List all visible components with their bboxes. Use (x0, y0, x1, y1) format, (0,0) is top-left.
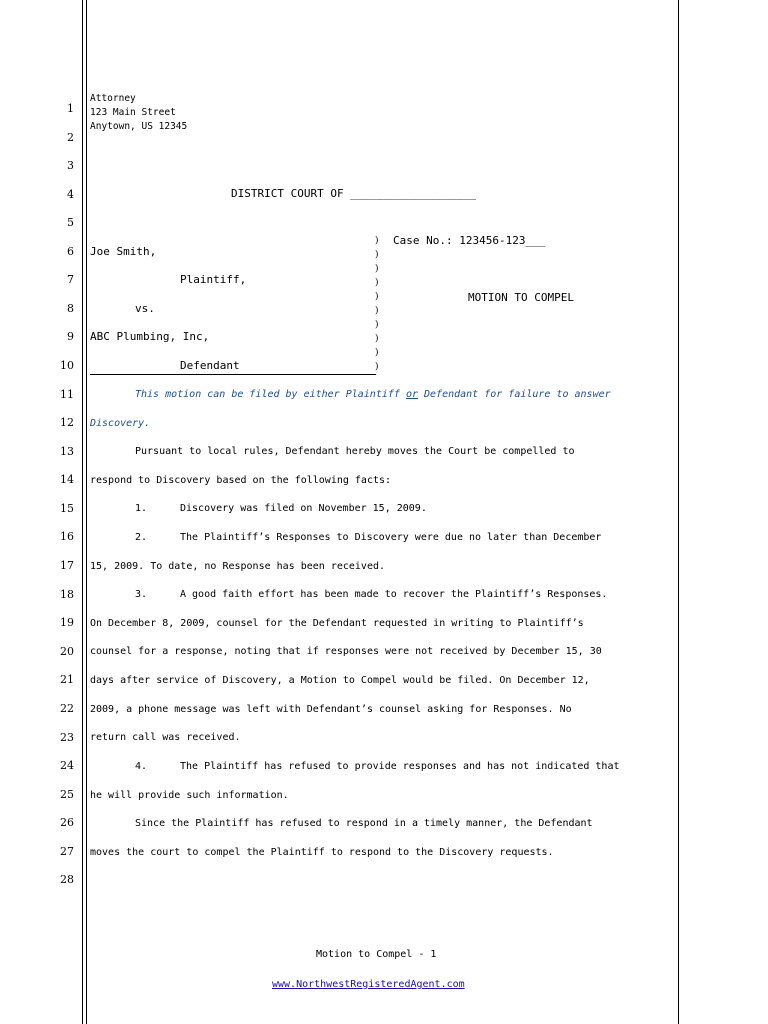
line-number: 12 (60, 416, 74, 429)
body-text: moves the court to compel the Plaintiff to respond to the Discovery requests. (90, 847, 554, 858)
caption-paren: ) (375, 320, 379, 330)
body-text: 2009, a phone message was left with Defendant’s counsel asking for Responses. No (90, 704, 572, 715)
body-text: return call was received. (90, 732, 241, 743)
line-number: 5 (67, 216, 74, 229)
line-number: 17 (60, 559, 74, 572)
line-number: 21 (60, 673, 74, 686)
line-number: 9 (67, 330, 74, 343)
line-number: 7 (67, 273, 74, 286)
line-number: 20 (60, 645, 74, 658)
note-text: This motion can be filed by either Plaintiff (135, 389, 406, 400)
body-text: Discovery was filed on November 15, 2009. (180, 503, 427, 514)
fact-number: 4. (135, 761, 148, 772)
body-text: The Plaintiff has refused to provide responses and has not indicated that (180, 761, 620, 772)
body-text: he will provide such information. (90, 790, 289, 801)
line-number: 2 (67, 131, 74, 144)
line-number: 15 (60, 502, 74, 515)
attorney-line-1: Attorney (90, 93, 136, 104)
versus-label: vs. (135, 302, 155, 315)
line-number: 10 (60, 359, 74, 372)
caption-paren: ) (375, 362, 379, 372)
note-emphasis: or (405, 389, 418, 400)
fact-number: 3. (135, 589, 148, 600)
left-margin-rule-inner (86, 0, 87, 1024)
caption-paren: ) (375, 334, 379, 344)
line-number: 16 (60, 530, 74, 543)
caption-underline (90, 374, 376, 375)
caption-paren: ) (375, 348, 379, 358)
line-number: 11 (60, 388, 74, 401)
body-text: Pursuant to local rules, Defendant hereby moves the Court be compelled to (135, 446, 575, 457)
line-number: 26 (60, 816, 74, 829)
line-number: 13 (60, 445, 74, 458)
line-number: 14 (60, 473, 74, 486)
caption-paren: ) (375, 278, 379, 288)
document-title: MOTION TO COMPEL (468, 291, 574, 304)
line-number: 18 (60, 588, 74, 601)
line-number: 24 (60, 759, 74, 772)
caption-paren: ) (375, 264, 379, 274)
line-number: 6 (67, 245, 74, 258)
body-text: A good faith effort has been made to recover the Plaintiff’s Responses. (180, 589, 608, 600)
note-line-2: Discovery. (90, 418, 151, 429)
caption-paren: ) (375, 306, 379, 316)
defendant-role: Defendant (180, 359, 240, 372)
plaintiff-role: Plaintiff, (180, 273, 247, 286)
caption-paren: ) (375, 236, 379, 246)
line-number: 4 (67, 188, 74, 201)
line-number: 25 (60, 788, 74, 801)
left-margin-rule (82, 0, 83, 1024)
line-number: 22 (60, 702, 74, 715)
website-link[interactable]: www.NorthwestRegisteredAgent.com (272, 979, 465, 990)
line-number: 8 (67, 302, 74, 315)
note-line-1 (135, 388, 611, 402)
body-text: days after service of Discovery, a Motion to Compel would be filed. On December 12, (90, 675, 590, 686)
caption-paren: ) (375, 292, 379, 302)
right-margin-rule (678, 0, 679, 1024)
defendant-name: ABC Plumbing, Inc, (90, 330, 210, 343)
court-title: DISTRICT COURT OF ___________________ (231, 187, 477, 200)
line-number: 19 (60, 616, 74, 629)
caption-paren: ) (375, 250, 379, 260)
body-text: respond to Discovery based on the following facts: (90, 475, 392, 486)
fact-number: 2. (135, 532, 148, 543)
attorney-line-2: 123 Main Street (90, 107, 176, 118)
line-number: 23 (60, 731, 74, 744)
body-text: counsel for a response, noting that if responses were not received by December 15, 30 (90, 646, 602, 657)
note-text: Defendant for failure to answer (417, 389, 611, 400)
fact-number: 1. (135, 503, 148, 514)
line-number: 28 (60, 873, 74, 886)
body-text: 15, 2009. To date, no Response has been received. (90, 561, 386, 572)
line-number: 3 (67, 159, 74, 172)
line-number: 27 (60, 845, 74, 858)
body-text: On December 8, 2009, counsel for the Defendant requested in writing to Plaintiff’s (90, 618, 584, 629)
attorney-line-3: Anytown, US 12345 (90, 121, 188, 132)
case-number: Case No.: 123456-123___ (393, 234, 546, 247)
body-text: Since the Plaintiff has refused to respond in a timely manner, the Defendant (135, 818, 593, 829)
plaintiff-name: Joe Smith, (90, 245, 157, 258)
line-number: 1 (67, 102, 74, 115)
page-label: Motion to Compel - 1 (316, 949, 437, 960)
body-text: The Plaintiff’s Responses to Discovery were due no later than December (180, 532, 602, 543)
